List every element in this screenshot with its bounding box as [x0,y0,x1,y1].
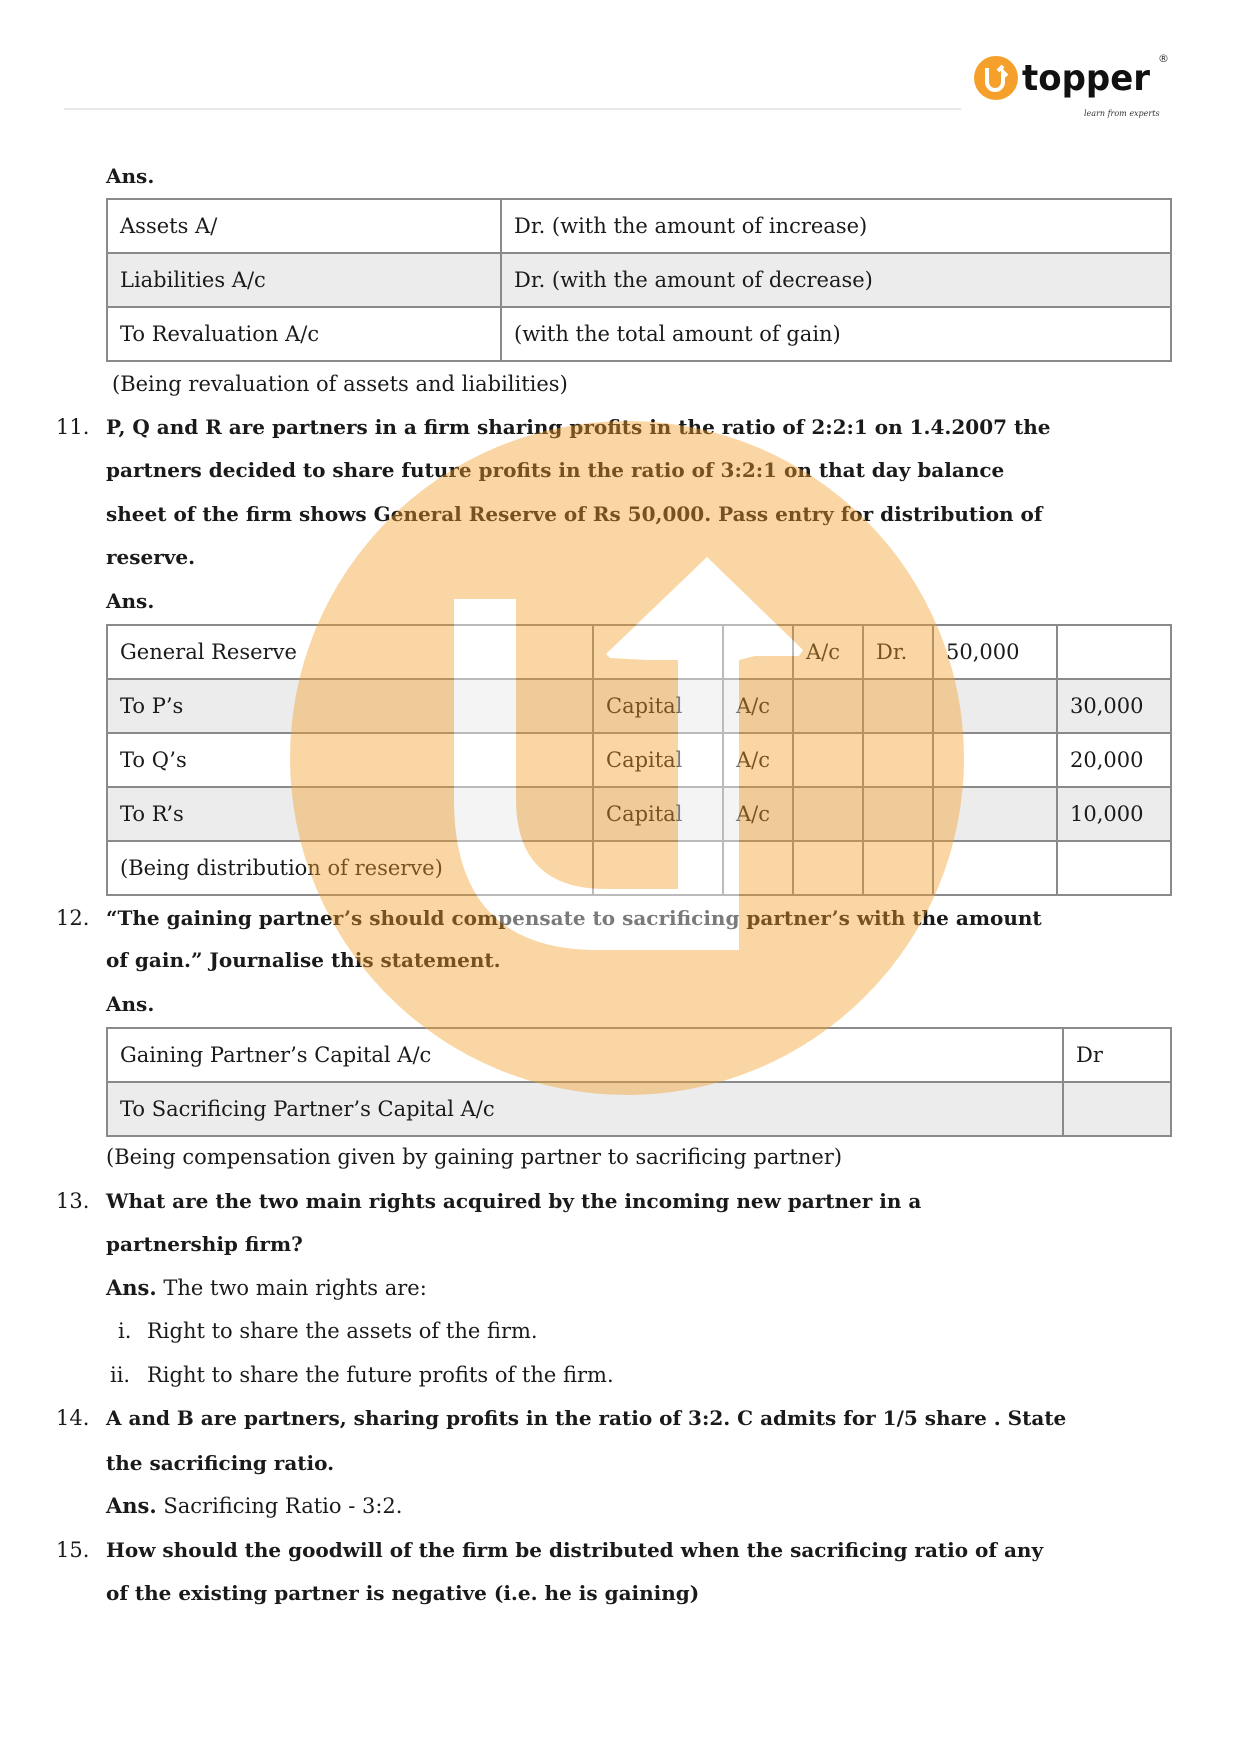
table-cell: 30,000 [1057,679,1171,733]
list-marker: i. [118,1319,132,1343]
table-cell [723,625,793,679]
table-cell: A/c [723,733,793,787]
table-cell: 20,000 [1057,733,1171,787]
logo-tagline: learn from experts [1084,109,1160,118]
table-cell: (with the total amount of gain) [501,307,1171,361]
table-cell: To Sacrificing Partner’s Capital A/c [107,1082,1063,1136]
q12-narration: (Being compensation given by gaining partner to sacrificing partner) [106,1145,843,1169]
logo-circle [974,56,1018,100]
table-cell: To Q’s [107,733,593,787]
table-cell: Liabilities A/c [107,253,501,307]
q12-ans-label: Ans. [106,992,155,1016]
table-cell [863,679,933,733]
question-line: reserve. [106,545,196,569]
table-cell [593,841,723,895]
table-row [107,307,1171,361]
table-cell: Capital [593,733,723,787]
question-line: sheet of the firm shows General Reserve of Rs 50,000. Pass entry for distribution of [106,502,1043,526]
table-cell [1057,625,1171,679]
table-row [107,787,1171,841]
table-cell: Dr [1063,1028,1171,1082]
table-cell: To P’s [107,679,593,733]
question-line: partnership firm? [106,1232,303,1256]
table-row [107,733,1171,787]
table-cell: Assets A/ [107,199,501,253]
logo-registered-mark: ® [1158,52,1169,65]
list-item: Right to share the assets of the firm. [147,1319,538,1343]
question-line: “The gaining partner’s should compensate to sacrificing partner’s with the amount [106,906,1042,930]
table-cell [863,787,933,841]
table-cell: A/c [793,625,863,679]
table-cell: Capital [593,787,723,841]
table-cell: 50,000 [933,625,1057,679]
table-cell [933,787,1057,841]
table-cell [793,787,863,841]
question-line: the sacrificing ratio. [106,1451,335,1475]
q10-ans-label: Ans. [106,164,155,188]
table-cell: Capital [593,679,723,733]
question-line: A and B are partners, sharing profits in the ratio of 3:2. C admits for 1/5 share . State [106,1406,1067,1430]
table-cell [723,841,793,895]
question-line: of gain.” Journalise this statement. [106,948,501,972]
q12-number: 12. [56,906,90,930]
table-cell [793,679,863,733]
q15-number: 15. [56,1538,90,1562]
table-row [107,199,1171,253]
q10-narration: (Being revaluation of assets and liabilities) [112,372,568,396]
table-cell [933,733,1057,787]
question-line: partners decided to share future profits in the ratio of 3:2:1 on that day balance [106,458,1005,482]
table-cell [933,679,1057,733]
table-row [107,253,1171,307]
table-row [107,1082,1171,1136]
table-cell: To R’s [107,787,593,841]
answer-text: The two main rights are: [156,1276,427,1300]
table-row [107,625,1171,679]
list-item: Right to share the future profits of the firm. [147,1363,614,1387]
ans-label: Ans. [106,1275,157,1300]
table-cell: General Reserve [107,625,593,679]
q13-answer [106,1276,427,1300]
table-cell [793,841,863,895]
list-marker: ii. [110,1363,131,1387]
q14-answer [106,1494,402,1518]
table-cell: Dr. [863,625,933,679]
table-cell: A/c [723,679,793,733]
table-row [107,679,1171,733]
table-cell [793,733,863,787]
logo-wordmark: topper [1022,58,1151,99]
question-line: of the existing partner is negative (i.e. he is gaining) [106,1581,700,1605]
q11-ans-label: Ans. [106,589,155,613]
q13-number: 13. [56,1189,90,1213]
question-line: How should the goodwill of the firm be distributed when the sacrificing ratio of any [106,1538,1044,1562]
table-cell: Gaining Partner’s Capital A/c [107,1028,1063,1082]
q12-journal-table [106,1027,1172,1137]
q11-number: 11. [56,415,90,439]
table-cell: Dr. (with the amount of decrease) [501,253,1171,307]
question-line: P, Q and R are partners in a firm sharing profits in the ratio of 2:2:1 on 1.4.2007 the [106,415,1051,439]
table-cell [1057,841,1171,895]
table-cell: 10,000 [1057,787,1171,841]
topper-logo [972,50,1182,124]
table-cell: To Revaluation A/c [107,307,501,361]
table-cell [1063,1082,1171,1136]
table-cell: (Being distribution of reserve) [107,841,593,895]
question-line: What are the two main rights acquired by the incoming new partner in a [106,1189,922,1213]
table-cell [863,841,933,895]
table-row [107,841,1171,895]
table-cell: A/c [723,787,793,841]
table-cell [863,733,933,787]
answer-text: Sacrificing Ratio - 3:2. [156,1494,403,1518]
table-row [107,1028,1171,1082]
q10-journal-table [106,198,1172,362]
table-cell [933,841,1057,895]
q11-journal-table [106,624,1172,896]
header-divider [64,108,961,110]
q14-number: 14. [56,1406,90,1430]
table-cell: Dr. (with the amount of increase) [501,199,1171,253]
ans-label: Ans. [106,1493,157,1518]
table-cell [593,625,723,679]
